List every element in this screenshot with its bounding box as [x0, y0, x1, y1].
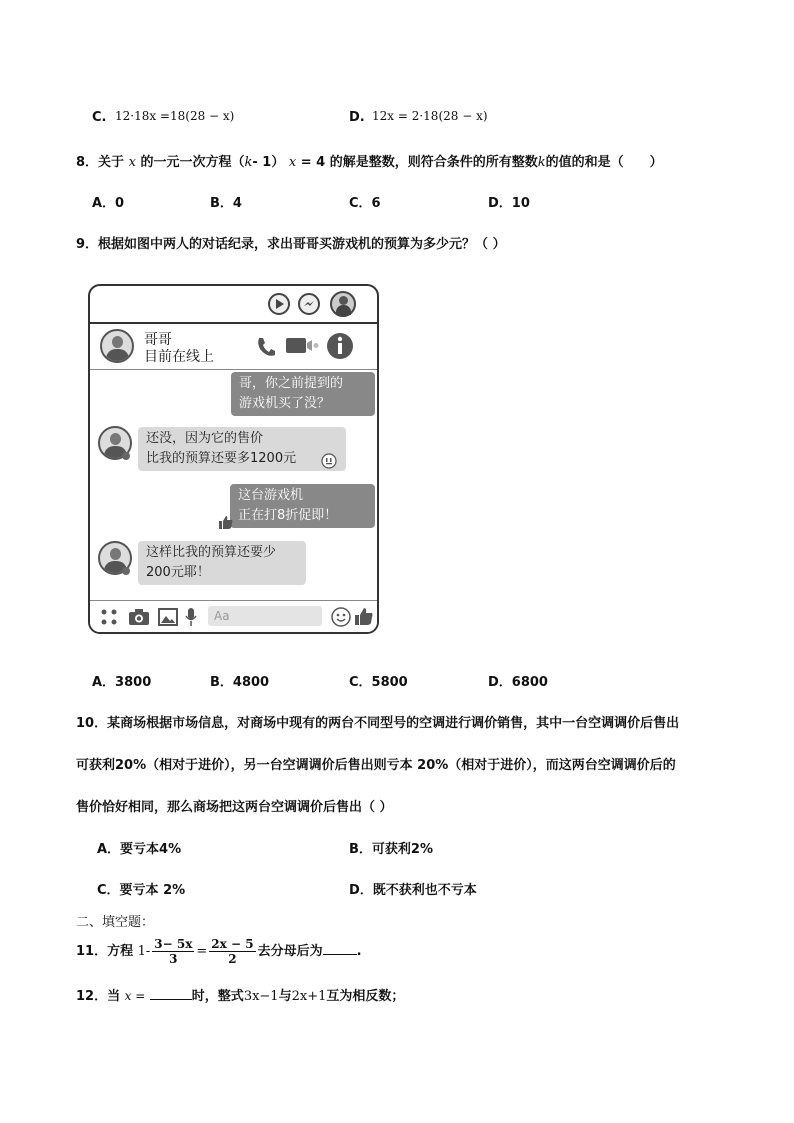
message-bubble-sent: [230, 484, 375, 528]
question-number: 8．: [76, 155, 99, 170]
contact-avatar: [100, 329, 134, 363]
math-text: x =: [124, 989, 146, 1003]
thumbs-up-icon: [218, 514, 234, 530]
mic-icon[interactable]: [185, 607, 197, 627]
message-line: 这台游戏机: [238, 488, 304, 503]
stem-text: 时，整式: [191, 989, 244, 1004]
q8-option-a: A．0: [92, 196, 125, 211]
stem-text: 的值的和是（ ）: [545, 155, 663, 170]
q9-option-d: D．6800: [488, 675, 548, 690]
message-line: 哥，你之前提到的: [239, 376, 344, 391]
messenger-icon[interactable]: [298, 293, 320, 315]
fraction: [209, 937, 255, 966]
question-8-stem: [76, 151, 663, 170]
chat-header: [90, 324, 377, 370]
video-icon[interactable]: [286, 337, 320, 355]
image-icon[interactable]: [158, 608, 178, 626]
q9-option-b: B．4800: [210, 675, 270, 690]
q8-option-d: D．10: [488, 196, 530, 211]
message-line: 正在打8折促即！: [238, 508, 338, 523]
variable-k: k: [537, 155, 546, 170]
question-number: 11．方程: [76, 944, 134, 959]
q7-option-d-expression: 12x = 2·18(28 − x): [372, 109, 488, 123]
question-10-line-1: 10．某商场根据市场信息，对商场中现有的两台不同型号的空调进行调价销售，其中一台空调调价后售出: [76, 716, 680, 731]
fraction-denominator: 3: [169, 952, 178, 966]
q8-option-c: C．6: [349, 196, 381, 211]
emoji-reaction-icon: [321, 453, 337, 469]
q7-option-d-letter: D.: [349, 110, 365, 125]
fraction: [152, 937, 194, 966]
stem-text: 的一元一次方程（: [140, 155, 245, 170]
section-title: 二、填空题：: [76, 915, 155, 930]
stem-text: - 1）: [252, 155, 285, 170]
answer-blank[interactable]: [323, 954, 357, 955]
math-expression: 2x+1: [291, 989, 327, 1004]
stem-text: = 4 的解是整数，则符合条件的所有整数: [300, 155, 538, 170]
fraction-numerator: 3− 5x: [154, 937, 193, 951]
question-11: 11．方程 1- $\frac{3- 5x}{3}$ = $\frac{2x - 5}{2}$ 去分母后为 .: [76, 937, 362, 966]
q10-option-c: C．要亏本 2%: [97, 883, 186, 898]
play-icon[interactable]: [268, 293, 290, 315]
message-line: 比我的预算还要多1200元: [146, 451, 297, 466]
stem-text: 关于: [98, 155, 125, 170]
camera-icon[interactable]: [128, 608, 150, 626]
avatar-icon[interactable]: [330, 291, 356, 317]
q7-option-c-expression: 12·18x =18(28 − x): [115, 109, 235, 123]
message-input[interactable]: Aa: [208, 606, 322, 626]
contact-status: 目前在线上: [144, 349, 214, 365]
math-expression: 3x−1: [243, 989, 279, 1004]
contact-name: 哥哥: [144, 332, 172, 348]
q10-option-d: D．既不获利也不亏本: [349, 883, 477, 898]
chat-window: [88, 284, 379, 634]
message-bubble-sent: [231, 372, 375, 416]
q8-option-b: B．4: [210, 196, 242, 211]
q9-option-c: C．5800: [349, 675, 408, 690]
math-text: =: [196, 944, 208, 959]
message-bubble-received: [138, 541, 306, 585]
message-bubble-received: [138, 427, 346, 471]
message-line: 200元耶！: [146, 565, 210, 580]
message-line: 游戏机买了没？: [239, 396, 331, 411]
question-12: [76, 985, 404, 1004]
online-dot: [122, 567, 130, 575]
fraction-numerator: 2x − 5: [211, 937, 254, 951]
variable-x: x: [288, 155, 297, 170]
variable-k: k: [244, 155, 253, 170]
apps-icon[interactable]: [100, 608, 118, 626]
chat-input-bar: [90, 600, 377, 632]
emoji-icon[interactable]: [331, 607, 351, 627]
message-line: 这样比我的预算还要少: [146, 545, 277, 560]
question-number: 12．当: [76, 989, 121, 1004]
stem-text: 去分母后为: [257, 944, 323, 959]
stem-text: 与: [278, 989, 292, 1004]
question-10-line-2: 可获利20%（相对于进价），另一台空调调价后售出则亏本 20%（相对于进价），而这两台空调调价后的: [76, 758, 676, 773]
question-10-line-3: 售价恰好相同，那么商场把这两台空调调价后售出（ ）: [76, 800, 393, 815]
q10-option-a: A．要亏本4%: [97, 842, 182, 857]
info-icon[interactable]: [326, 332, 354, 360]
fraction-denominator: 2: [228, 952, 237, 966]
chat-top-bar: [90, 286, 377, 324]
q7-option-c-letter: C.: [92, 110, 107, 125]
answer-blank[interactable]: [150, 999, 192, 1000]
message-line: 还没，因为它的售价: [146, 431, 264, 446]
q10-option-b: B．可获利2%: [349, 842, 433, 857]
q9-option-a: A．3800: [92, 675, 152, 690]
stem-text: 互为相反数；: [326, 989, 405, 1004]
variable-x: x: [128, 155, 136, 170]
math-text: 1-: [137, 944, 151, 959]
question-9-stem: 9．根据如图中两人的对话纪录，求出哥哥买游戏机的预算为多少元？（ ）: [76, 237, 506, 252]
phone-icon[interactable]: [255, 336, 275, 358]
thumbs-up-icon[interactable]: [354, 606, 374, 626]
online-dot: [122, 452, 130, 460]
